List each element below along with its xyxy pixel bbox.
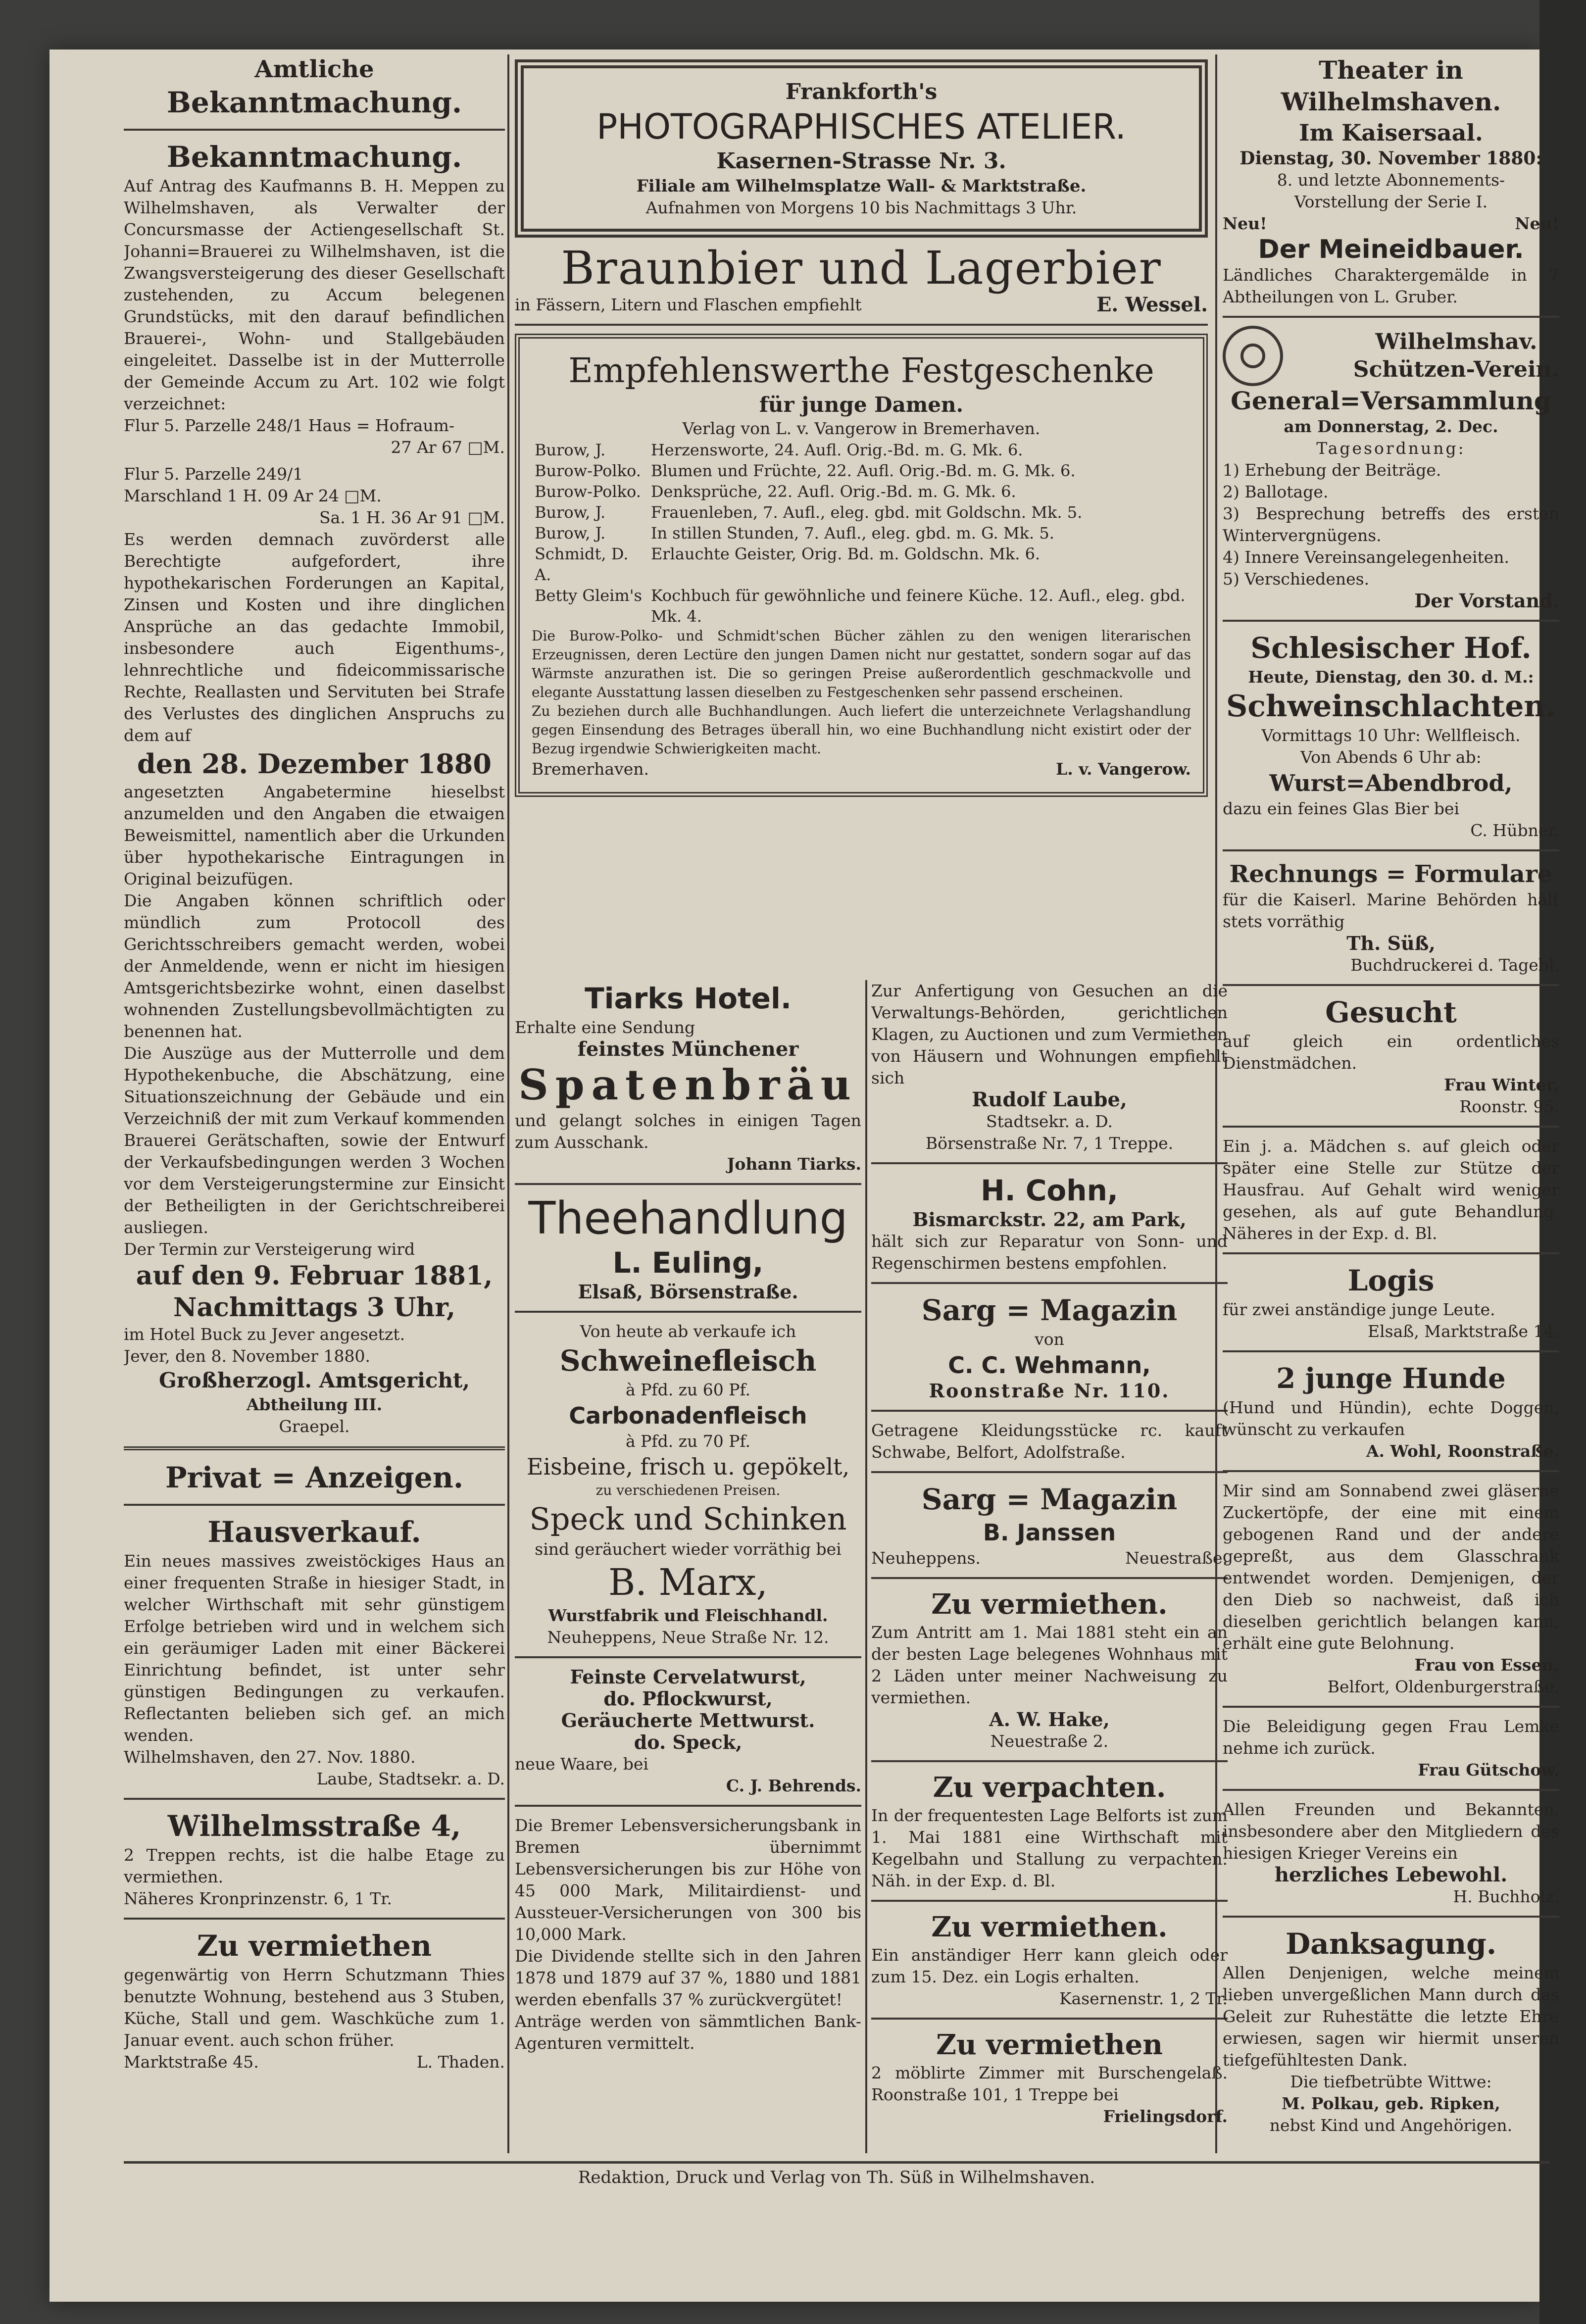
- deadline-date: den 28. Dezember 1880: [137, 748, 492, 780]
- divider: [124, 1446, 505, 1450]
- notice-title: Bekanntmachung.: [166, 140, 462, 174]
- official-label: Amtliche: [254, 55, 374, 83]
- ad-signature: A. W. Hake,: [989, 1708, 1110, 1731]
- agenda-heading: Tagesordnung:: [1316, 439, 1466, 458]
- signature: Graepel.: [279, 1417, 350, 1436]
- ad-signature: Frau Gütschow.: [1418, 1760, 1559, 1780]
- product-price: à Pfd. zu 70 Pf.: [625, 1432, 751, 1451]
- book-row: [532, 544, 1191, 585]
- ad-text: (Hund und Hündin), echte Doggen, wünscht zu verkaufen: [1223, 1398, 1559, 1439]
- book-list: [532, 440, 1191, 627]
- theater-date: Dienstag, 30. November 1880:: [1239, 148, 1542, 169]
- ad-text: für die Kaiserl. Marine Behörden hält stets vorräthig: [1223, 890, 1559, 931]
- theater-venue: Im Kaisersaal.: [1299, 119, 1483, 146]
- ad-address: Elsaß, Marktstraße 14.: [1368, 1322, 1559, 1341]
- ad-address: Neuestraße.: [1125, 1548, 1228, 1568]
- ad-signature: L. v. Vangerow.: [1055, 759, 1191, 779]
- book-author: Schmidt, D. A.: [535, 544, 629, 584]
- agenda-item: 1) Erhebung der Beiträge.: [1223, 460, 1441, 480]
- ad-text: Näheres Kronprinzenstr. 6, 1 Tr.: [124, 1889, 392, 1908]
- book-title: Herzensworte, 24. Aufl. Orig.-Bd. m. G. Mk. 6.: [650, 441, 1023, 459]
- ad-address: Neuheppens, Neue Straße Nr. 12.: [547, 1628, 829, 1647]
- divider: [1223, 1126, 1559, 1128]
- ad-address: Kasernen-Strasse Nr. 3.: [716, 148, 1006, 174]
- ad-address: Roonstraße Nr. 110.: [929, 1380, 1170, 1402]
- book-author: Burow, J.: [535, 441, 606, 459]
- ad-text: Zur Anfertigung von Gesuchen an die Verwaltungs-Behörden, gerichtlichen Klagen, zu Auctionen und zum Vermiethen von Häusern und Wohnungen empfiehlt sich: [871, 981, 1228, 1088]
- ad-text: Die Dividende stellte sich in den Jahren 1878 und 1879 auf 37 %, 1880 und 1881 werden ebenfalls 37 % zurückvergütet!: [515, 1946, 861, 2009]
- notice-text: Auf Antrag des Kaufmanns B. H. Meppen zu Wilhelmshaven, als Verwalter der Concursmasse der Actiengesellschaft St. Johanni=Brauerei zu Wilhelmshaven, ist die Zwangsversteigerung des dieser Gesellschaft zustehenden, zu Accum belegenen Grundstücks, mit den darauf befindlichen Brauerei-, Wohn- und Stallgebäuden eingeleitet. Dasselbe ist in der Mutterrolle der Gemeinde Accum zu Art. 102 wie folgt verzeichnet:: [124, 176, 505, 413]
- ad-name: H. Cohn,: [981, 1174, 1118, 1207]
- club-name: Wilhelmshav.: [1375, 329, 1537, 354]
- ad-headline: Schweinschlachten.: [1226, 689, 1556, 724]
- book-row: [532, 585, 1191, 627]
- product-name: Eisbeine, frisch u. gepökelt,: [526, 1453, 850, 1480]
- ad-title: Theehandlung: [528, 1192, 848, 1244]
- book-row: [532, 523, 1191, 544]
- column-left: [124, 54, 505, 2073]
- ad-title: Sarg = Magazin: [921, 1483, 1178, 1516]
- ad-title: Schlesischer Hof.: [1250, 631, 1532, 665]
- book-title: Denksprüche, 22. Aufl. Orig.-Bd. m. G. Mk. 6.: [650, 482, 1016, 501]
- book-author: Burow, J.: [535, 503, 606, 522]
- ad-address: Roonstr. 95.: [1459, 1097, 1559, 1116]
- ad-text: von: [1035, 1330, 1064, 1349]
- ad-text: sind geräuchert wieder vorräthig bei: [535, 1539, 842, 1559]
- parcel-line: Flur 5. Parzelle 248/1 Haus = Hofraum-: [124, 416, 455, 435]
- column-middle-left: [515, 980, 861, 2054]
- agenda-item: 3) Besprechung betreffs des ersten Wintervergnügens.: [1223, 504, 1559, 545]
- ad-address: Kasernenstr. 1, 2 Tr.: [1059, 1989, 1228, 2008]
- column-right: [1223, 54, 1559, 2136]
- ad-text: Ein j. a. Mädchen s. auf gleich oder später eine Stelle zur Stütze der Hausfrau. Auf Gehalt wird weniger gesehen, als auf gute Behandlung. Näheres in der Exp. d. Bl.: [1223, 1137, 1559, 1243]
- divider: [1223, 984, 1559, 986]
- notice-text: Die Auszüge aus der Mutterrolle und dem Hypothekenbuche, die Abschätzung, eine Situationszeichnung der Gebäude und ein Verzeichniß der mit zum Verkauf kommenden Brauerei Gerätschaften, sowie der Entwurf der Verkaufsbedingungen werden 3 Wochen vor dem Versteigerungstermine zur Einsicht der Betheiligten in der Gerichtschreiberei ausliegen.: [124, 1043, 505, 1237]
- book-title: In stillen Stunden, 7. Aufl., eleg. gbd. m. G. Mk. 5.: [650, 524, 1054, 543]
- divider: [871, 1471, 1228, 1473]
- ad-title: Sarg = Magazin: [921, 1293, 1178, 1327]
- ad-text: Allen Freunden und Bekannten, insbesondere aber den Mitgliedern des hiesigen Krieger Vereins ein: [1223, 1800, 1559, 1863]
- ad-title: Danksagung.: [1285, 1927, 1497, 1961]
- parcel-line: Marschland 1 H. 09 Ar 24 □M.: [124, 486, 382, 505]
- ad-hours: Aufnahmen von Morgens 10 bis Nachmittags 3 Uhr.: [645, 198, 1077, 217]
- ad-title: Zu vermiethen: [936, 2028, 1163, 2061]
- ad-branch: Filiale am Wilhelmsplatze Wall- & Marktstraße.: [636, 176, 1087, 196]
- product-name: Carbonadenfleisch: [569, 1402, 807, 1429]
- divider: [871, 1900, 1228, 1902]
- divider: [515, 1183, 861, 1185]
- divider: [871, 1282, 1228, 1284]
- ad-title: Rechnungs = Formulare: [1229, 860, 1553, 888]
- ad-text: Ein neues massives zweistöckiges Haus an einer frequenten Straße in hiesiger Stadt, in welcher Wirthschaft mit sehr günstigem Erfolge betrieben wird und in welchem sich ein geräumiger Laden mit einer Bäckerei Einrichtung befindet, ist unter sehr günstigen Bedingungen zu verkaufen. Reflectanten belieben sich gef. an mich wenden.: [124, 1551, 505, 1745]
- divider: [515, 324, 1208, 326]
- ad-business: Wurstfabrik und Fleischhandl.: [548, 1606, 828, 1625]
- ad-text: 2 Treppen rechts, ist die halbe Etage zu vermiethen.: [124, 1845, 505, 1886]
- book-title: Erlauchte Geister, Orig. Bd. m. Goldschn. Mk. 6.: [650, 544, 1041, 563]
- product-name: do. Pflockwurst,: [603, 1687, 773, 1710]
- meeting-date: am Donnerstag, 2. Dec.: [1284, 417, 1498, 436]
- ad-title: Hausverkauf.: [207, 1515, 421, 1549]
- divider: [871, 1162, 1228, 1164]
- court-dept: Abtheilung III.: [246, 1395, 383, 1414]
- product-name: Schweinefleisch: [559, 1344, 817, 1378]
- ad-text: auf gleich ein ordentliches Dienstmädchen.: [1223, 1032, 1559, 1073]
- product-name: Geräucherte Mettwurst.: [561, 1709, 815, 1731]
- ad-signature: H. Buchholz.: [1453, 1887, 1559, 1906]
- product-name: do. Speck,: [634, 1731, 743, 1753]
- theater-text: 8. und letzte Abonnements-: [1277, 170, 1505, 190]
- ad-name: B. Marx,: [608, 1561, 768, 1604]
- beer-ad-title: Braunbier und Lagerbier: [561, 242, 1162, 295]
- divider: [871, 2018, 1228, 2020]
- divider: [1223, 1706, 1559, 1708]
- notice-text: Der Termin zur Versteigerung wird: [124, 1239, 415, 1259]
- ad-text: Die tiefbetrübte Wittwe:: [1290, 2072, 1492, 2091]
- private-ads-heading: Privat = Anzeigen.: [165, 1461, 464, 1494]
- book-author: Burow-Polko.: [535, 461, 641, 480]
- ad-text: gegenwärtig von Herrn Schutzmann Thies benutzte Wohnung, bestehend aus 3 Stuben, Küche, Stall und gem. Waschküche zum 1. Januar event. auch schon früher.: [124, 1965, 505, 2050]
- court-name: Großherzogl. Amtsgericht,: [158, 1368, 470, 1392]
- ad-title: Zu vermiethen.: [931, 1588, 1168, 1621]
- column-rule: [865, 980, 867, 2153]
- ad-text: Die Bremer Lebensversicherungsbank in Bremen übernimmt Lebensversicherungen bis zur Höhe von 45 000 Mark, Militairdienst- und Aussteuer-Versicherungen von 300 bis 10,000 Mark.: [515, 1816, 861, 1944]
- agenda-item: 4) Innere Vereinsangelegenheiten.: [1223, 547, 1510, 567]
- ad-title: Stadtsekr. a. D.: [986, 1112, 1113, 1131]
- book-title: Blumen und Früchte, 22. Aufl. Orig.-Bd. m. G. Mk. 6.: [650, 461, 1076, 480]
- ad-name: C. C. Wehmann,: [948, 1352, 1151, 1379]
- ad-signature: Laube, Stadtsekr. a. D.: [316, 1769, 505, 1788]
- book-title: Kochbuch für gewöhnliche und feinere Küche. 12. Aufl., eleg. gbd. Mk. 4.: [650, 586, 1186, 626]
- divider: [124, 129, 505, 131]
- parcel-line: Flur 5. Parzelle 249/1: [124, 464, 303, 484]
- ad-signature: Frielingsdorf.: [1103, 2107, 1228, 2126]
- notice-text: angesetzten Angabetermine hieselbst anzumelden und den Angaben die etwaigen Beweismittel, namentlich aber die Urkunden über hypothekarische Eintragungen in Original beizufügen.: [124, 782, 505, 889]
- ad-address: Belfort, Oldenburgerstraße.: [1327, 1677, 1559, 1696]
- club-name: Schützen-Verein.: [1353, 357, 1559, 382]
- ad-text: neue Waare, bei: [515, 1754, 648, 1774]
- ad-text: Zum Antritt am 1. Mai 1881 steht ein an der besten Lage belegenes Wohnhaus mit 2 Läden unter meiner Nachweisung zu vermiethen.: [871, 1623, 1228, 1707]
- ad-title: 2 junge Hunde: [1276, 1362, 1506, 1395]
- theater-text: Vorstellung der Serie I.: [1294, 192, 1488, 211]
- ad-text: Getragene Kleidungsstücke rc. kauft Schwabe, Belfort, Adolfstraße.: [871, 1421, 1228, 1462]
- ad-text: Von Abends 6 Uhr ab:: [1300, 747, 1482, 767]
- ad-text: und gelangt solches in einigen Tagen zum Ausschank.: [515, 1111, 861, 1152]
- divider: [871, 1760, 1228, 1762]
- ad-signature: C. J. Behrends.: [726, 1776, 861, 1795]
- ad-address: Neuestraße 2.: [990, 1731, 1109, 1751]
- divider: [1223, 1789, 1559, 1791]
- ad-address: Neuheppens.: [871, 1548, 981, 1568]
- gift-books-ad: [515, 334, 1208, 797]
- ad-text: Von heute ab verkaufe ich: [580, 1322, 796, 1341]
- column-middle: [515, 54, 1208, 802]
- divider: [1223, 1470, 1559, 1472]
- ad-title: Gesucht: [1325, 995, 1457, 1029]
- ad-address: Elsaß, Börsenstraße.: [578, 1281, 798, 1303]
- ad-address: Marktstraße 45.: [124, 2052, 259, 2072]
- ad-text: Wurst=Abendbrod,: [1269, 770, 1513, 796]
- ad-date: Heute, Dienstag, den 30. d. M.:: [1248, 667, 1534, 687]
- divider: [1223, 1252, 1559, 1254]
- book-row: [532, 481, 1191, 502]
- auction-time: Nachmittags 3 Uhr,: [173, 1292, 456, 1323]
- divider: [871, 1577, 1228, 1579]
- divider: [1223, 316, 1559, 318]
- theater-text: Ländliches Charaktergemälde in 7 Abtheilungen von L. Gruber.: [1223, 265, 1559, 306]
- book-title: Frauenleben, 7. Aufl., eleg. gbd. mit Goldschn. Mk. 5.: [650, 503, 1083, 522]
- theater-new: Neu!: [1223, 214, 1267, 233]
- divider: [1223, 1350, 1559, 1352]
- parcel-line: 27 Ar 67 □M.: [391, 438, 505, 457]
- book-row: [532, 502, 1191, 523]
- ad-name: Frankforth's: [785, 79, 938, 104]
- book-author: Burow, J.: [535, 524, 606, 543]
- divider: [871, 1410, 1228, 1412]
- ad-brand: Spatenbräu: [518, 1060, 858, 1109]
- ad-signature: Johann Tiarks.: [727, 1154, 861, 1174]
- ad-signature: Th. Süß,: [1346, 932, 1436, 954]
- ad-text: Erhalte eine Sendung: [515, 1018, 695, 1037]
- divider: [124, 1918, 505, 1920]
- ad-signature: M. Polkau, geb. Ripken,: [1282, 2094, 1500, 2113]
- ad-address: Börsenstraße Nr. 7, 1 Treppe.: [925, 1134, 1174, 1153]
- ad-address: Bismarckstr. 22, am Park,: [912, 1208, 1187, 1231]
- product-price: à Pfd. zu 60 Pf.: [625, 1380, 751, 1399]
- imprint-footer: Redaktion, Druck und Verlag von Th. Süß in Wilhelmshaven.: [124, 2161, 1549, 2187]
- ad-text: Die Beleidigung gegen Frau Lemke nehme ich zurück.: [1223, 1717, 1559, 1758]
- ad-name: B. Janssen: [983, 1519, 1116, 1546]
- ad-text: nebst Kind und Angehörigen.: [1269, 2116, 1513, 2135]
- ad-title: Zu vermiethen: [197, 1929, 432, 1963]
- ad-text: Allen Denjenigen, welche meinem lieben unvergeßlichen Mann durch das Geleit zur Ruhestätte die letzte Ehre erwiesen, sagen wir hiermit unseren tiefgefühltesten Dank.: [1223, 1963, 1559, 2070]
- ad-subtitle: Buchdruckerei d. Tagebl.: [1350, 955, 1559, 975]
- ad-name: L. Euling,: [612, 1246, 764, 1280]
- notice-place: Jever, den 8. November 1880.: [124, 1346, 371, 1366]
- product-name: Feinste Cervelatwurst,: [570, 1666, 806, 1688]
- ad-text: In der frequentesten Lage Belforts ist zum 1. Mai 1881 eine Wirthschaft mit Kegelbahn und Stallung zu verpachten. Näh. in der Exp. d. Bl.: [871, 1806, 1228, 1890]
- theater-new: Neu!: [1515, 214, 1559, 233]
- divider: [124, 1798, 505, 1800]
- divider: [515, 1311, 861, 1313]
- ad-title: Zu verpachten.: [933, 1771, 1166, 1804]
- ad-text: feinstes Münchener: [577, 1038, 799, 1061]
- divider: [1223, 849, 1559, 851]
- ad-text: dazu ein feines Glas Bier bei: [1223, 799, 1460, 818]
- book-row: [532, 440, 1191, 460]
- shooting-target-icon: [1223, 326, 1283, 386]
- ad-place: Wilhelmshaven, den 27. Nov. 1880.: [124, 1747, 416, 1767]
- official-heading: Bekanntmachung.: [166, 86, 462, 119]
- ad-text: Vormittags 10 Uhr: Wellfleisch.: [1261, 726, 1521, 745]
- notice-text: Die Angaben können schriftlich oder mündlich zum Protocoll des Gerichtsschreibers gemacht werden, wobei der Anmeldende, wenn er nicht im hiesigen Amtsgerichtsbezirke wohnt, einen daselbst wohnenden Zustellungsbevollmächtigten zu benennen hat.: [124, 891, 505, 1041]
- ad-text: für zwei anständige junge Leute.: [1223, 1300, 1495, 1319]
- ad-text: 2 möblirte Zimmer mit Burschengelaß. Roonstraße 101, 1 Treppe bei: [871, 2063, 1228, 2104]
- book-row: [532, 460, 1191, 481]
- ad-signature: Frau Winter,: [1444, 1075, 1559, 1094]
- ad-text: Die Burow-Polko- und Schmidt'schen Bücher zählen zu den wenigen literarischen Erzeugnissen, deren Lectüre den jungen Damen nicht nur gestattet, sondern sogar auf das Wärmste anzurathen ist. Die so geringen Preise außerordentlich geschmackvolle und elegante Ausstattung lassen dieselben zu Festgeschenken sehr passend erscheinen.: [532, 628, 1191, 700]
- ad-subtitle: für junge Damen.: [759, 393, 964, 417]
- auction-date: auf den 9. Februar 1881,: [136, 1261, 493, 1291]
- ad-title: Empfehlenswerthe Festgeschenke: [568, 351, 1154, 391]
- product-price: zu verschiedenen Preisen.: [595, 1482, 781, 1498]
- ad-title: Tiarks Hotel.: [585, 982, 792, 1015]
- ad-signature: L. Thaden.: [416, 2052, 505, 2072]
- theater-title: Theater in Wilhelmshaven.: [1281, 55, 1501, 116]
- beer-ad-sign: E. Wessel.: [1096, 293, 1208, 316]
- ad-title: PHOTOGRAPHISCHES ATELIER.: [596, 106, 1126, 147]
- ad-text: Ein anständiger Herr kann gleich oder zum 15. Dez. ein Logis erhalten.: [871, 1945, 1228, 1986]
- parcel-sum: Sa. 1 H. 36 Ar 91 □M.: [319, 508, 505, 527]
- notice-text: Es werden demnach zuvörderst alle Berechtigte aufgefordert, ihre hypothekarischen Forderungen an Kapital, Zinsen und Kosten und ihre dinglichen Ansprüche an das gedachte Immobil, insbesondere auch Eigenthums-, lehnrechtliche und fideicommissarische Rechte, Reallasten und Servituten bei Strafe des Verlustes des dinglichen Anspruchs zu dem auf: [124, 530, 505, 745]
- ad-title: Zu vermiethen.: [931, 1911, 1168, 1943]
- ad-text: Zu beziehen durch alle Buchhandlungen. Auch liefert die unterzeichnete Verlagshandlung gegen Einsendung des Betrages überall hin, wo eine Buchhandlung nicht existirt oder der Bezug irgendwie Schwierigkeiten macht.: [532, 703, 1191, 757]
- ad-title: Logis: [1347, 1264, 1435, 1297]
- notice-text: im Hotel Buck zu Jever angesetzt.: [124, 1325, 405, 1344]
- theater-play: Der Meineidbauer.: [1258, 235, 1524, 264]
- divider: [515, 1656, 861, 1658]
- column-middle-right: [871, 980, 1228, 2127]
- book-author: Betty Gleim's: [535, 586, 642, 605]
- ad-name: Rudolf Laube,: [972, 1088, 1127, 1111]
- meeting-title: General=Versammlung: [1231, 386, 1551, 415]
- divider: [1223, 1916, 1559, 1918]
- ad-city: Bremerhaven.: [532, 759, 649, 779]
- product-name: Speck und Schinken: [529, 1501, 847, 1537]
- ad-signature: A. Wohl, Roonstraße.: [1366, 1441, 1559, 1461]
- divider: [515, 1805, 861, 1807]
- divider: [1223, 620, 1559, 622]
- ad-text: Mir sind am Sonnabend zwei gläserne Zuckertöpfe, der eine mit einem gebogenen Rand und der andere gepreßt, aus dem Glasschrank entwendet worden. Demjenigen, der den Dieb so nachweist, daß ich dieselben gerichtlich belangen kann, erhält eine gute Belohnung.: [1223, 1481, 1559, 1653]
- book-author: Burow-Polko.: [535, 482, 641, 501]
- ad-text: hält sich zur Reparatur von Sonn- und Regenschirmen bestens empfohlen.: [871, 1232, 1228, 1273]
- ad-headline: herzliches Lebewohl.: [1274, 1863, 1508, 1886]
- divider: [124, 1504, 505, 1506]
- ad-signature: C. Hübner.: [1470, 821, 1559, 840]
- publisher: Verlag von L. v. Vangerow in Bremerhaven.: [682, 419, 1041, 438]
- ad-title: Wilhelmsstraße 4,: [167, 1809, 461, 1843]
- ad-signature: Der Vorstand.: [1414, 590, 1559, 612]
- photo-atelier-ad: [515, 59, 1208, 238]
- ad-text: Anträge werden von sämmtlichen Bank-Agenturen vermittelt.: [515, 2012, 861, 2053]
- beer-ad-text: in Fässern, Litern und Flaschen empfiehlt: [515, 295, 862, 314]
- agenda-item: 2) Ballotage.: [1223, 482, 1329, 501]
- column-rule: [507, 54, 509, 2153]
- agenda-item: 5) Verschiedenes.: [1223, 569, 1370, 589]
- ad-signature: Frau von Essen,: [1414, 1655, 1559, 1675]
